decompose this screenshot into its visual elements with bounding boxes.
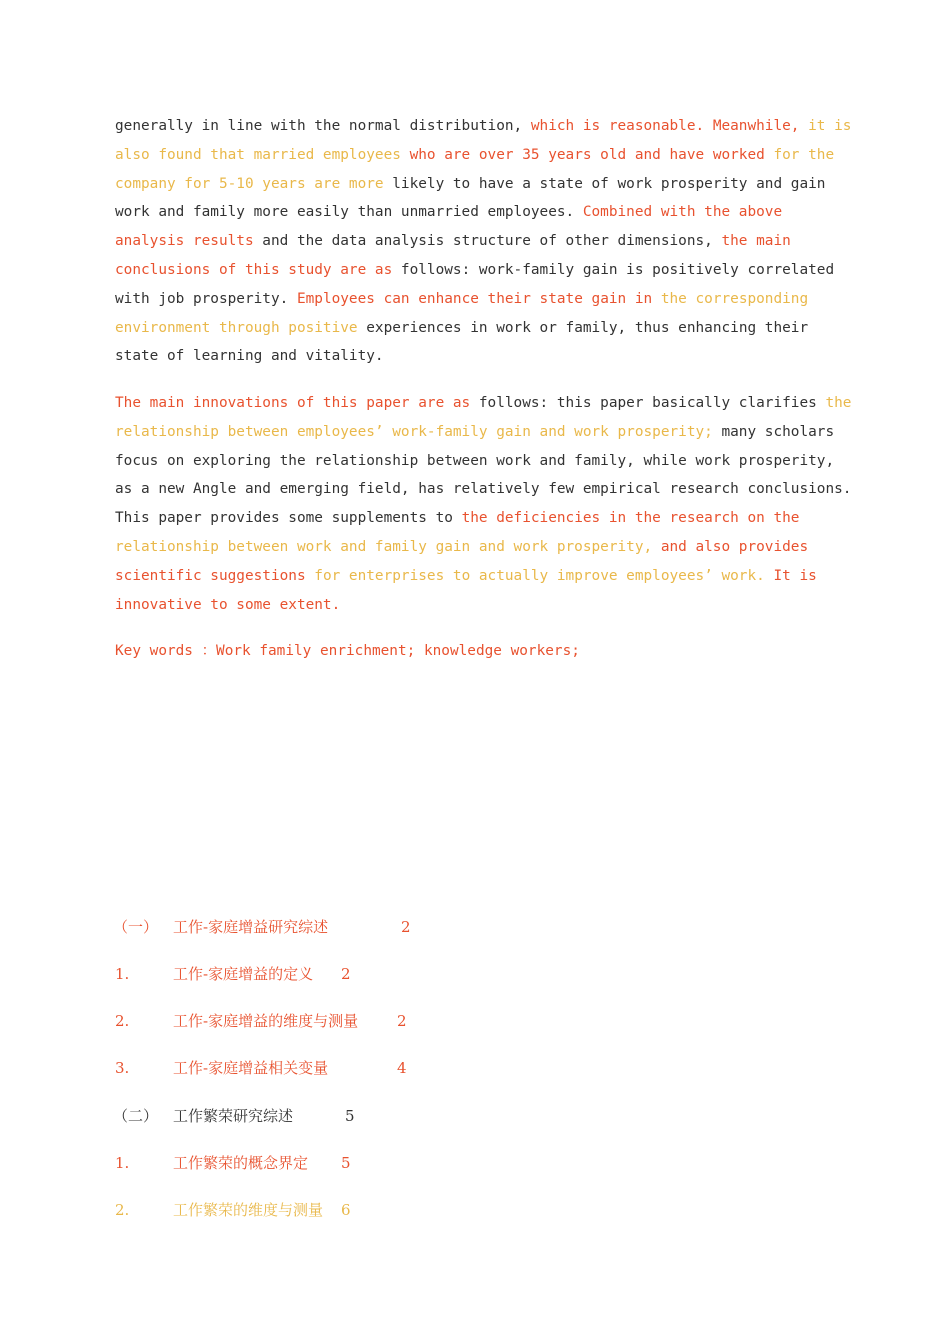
text-line bbox=[115, 591, 845, 620]
toc-entry[interactable] bbox=[115, 1058, 435, 1078]
text-run: for the bbox=[773, 146, 835, 163]
text-run: follows: work-family gain is positively correlated bbox=[400, 261, 835, 278]
text-line bbox=[115, 533, 845, 562]
text-line bbox=[115, 256, 845, 285]
toc-entry-page: 6 bbox=[341, 1201, 351, 1219]
paragraph-conclusions bbox=[115, 112, 852, 371]
text-line bbox=[115, 342, 845, 371]
text-run: follows: this paper basically clarifies bbox=[478, 395, 826, 411]
toc-entry-number: 1. bbox=[115, 965, 130, 983]
text-run: Combined with the above bbox=[582, 204, 783, 221]
text-run: relationship between work and family gain and work prosperity, bbox=[115, 538, 661, 555]
toc-entry-title: 工作繁荣的维度与测量 bbox=[173, 1201, 324, 1219]
text-run: experiences in work or family, thus enhancing their bbox=[366, 319, 809, 336]
toc-entry-page: 4 bbox=[397, 1059, 407, 1077]
text-run: who are over 35 years old and have worked bbox=[409, 146, 774, 163]
text-line bbox=[115, 314, 845, 343]
text-line bbox=[115, 227, 845, 256]
text-line bbox=[115, 112, 852, 141]
text-run: many scholars bbox=[721, 423, 835, 440]
text-run: and the data analysis structure of other dimensions, bbox=[262, 233, 722, 250]
text-line bbox=[115, 141, 845, 170]
text-line bbox=[115, 637, 845, 666]
text-run: also found that married employees bbox=[115, 146, 410, 163]
text-run: the main bbox=[721, 233, 791, 250]
text-run: for enterprises to actually improve employees’ work. bbox=[314, 567, 774, 584]
text-run: generally in line with the normal distribution, bbox=[115, 118, 531, 134]
text-run: Key words ：Work family enrichment; knowledge workers; bbox=[115, 643, 580, 659]
toc-entry-number: 1. bbox=[115, 1154, 130, 1172]
text-run: as a new Angle and emerging field, has relatively few empirical research conclusions. bbox=[115, 481, 852, 498]
toc-entry-number: 2. bbox=[115, 1201, 130, 1219]
toc-entry-number: （一） bbox=[113, 918, 159, 936]
text-line bbox=[115, 170, 845, 199]
paragraph-innovations bbox=[115, 389, 852, 619]
toc-entry-title: 工作-家庭增益的维度与测量 bbox=[173, 1012, 359, 1030]
text-run: conclusions of this study are as bbox=[115, 261, 401, 278]
text-line bbox=[115, 285, 845, 314]
toc-entry[interactable] bbox=[115, 1153, 435, 1173]
toc-entry-title: 工作-家庭增益研究综述 bbox=[173, 918, 329, 936]
toc-entry-page: 2 bbox=[341, 965, 351, 983]
text-run: with job prosperity. bbox=[115, 290, 297, 307]
text-line bbox=[115, 447, 845, 476]
toc-entry[interactable] bbox=[115, 1106, 435, 1126]
text-run: focus on exploring the relationship between work and family, while work prosperity, bbox=[115, 452, 835, 469]
toc-entry-page: 2 bbox=[397, 1012, 407, 1030]
text-line bbox=[115, 504, 845, 533]
text-line bbox=[115, 562, 845, 591]
text-run: It is bbox=[773, 567, 817, 584]
text-run: the corresponding bbox=[660, 290, 809, 307]
text-line bbox=[115, 475, 852, 504]
text-run: The main innovations of this paper are as bbox=[115, 395, 479, 411]
text-run: Employees can enhance their state gain in bbox=[296, 290, 661, 307]
text-line bbox=[115, 418, 845, 447]
toc-entry-title: 工作-家庭增益相关变量 bbox=[173, 1059, 329, 1077]
text-run: the deficiencies in the research on the bbox=[461, 510, 800, 527]
toc-entry-title: 工作-家庭增益的定义 bbox=[173, 965, 314, 983]
text-run: scientific suggestions bbox=[115, 567, 315, 584]
text-run: and also provides bbox=[660, 538, 809, 555]
text-run: it is bbox=[808, 118, 852, 134]
toc-entry-title: 工作繁荣的概念界定 bbox=[173, 1154, 309, 1172]
text-run: the bbox=[825, 395, 852, 411]
toc-entry-page: 2 bbox=[401, 918, 411, 936]
text-run: likely to have a state of work prosperity and gain bbox=[392, 175, 826, 192]
toc-entry-number: 2. bbox=[115, 1012, 130, 1030]
keywords-line bbox=[115, 637, 845, 666]
text-run: analysis results bbox=[115, 233, 263, 250]
toc-entry-title: 工作繁荣研究综述 bbox=[173, 1107, 294, 1125]
toc-entry-number: 3. bbox=[115, 1059, 130, 1077]
text-run: innovative to some extent. bbox=[115, 596, 341, 613]
text-line bbox=[115, 389, 852, 418]
toc-entry[interactable] bbox=[115, 964, 435, 984]
text-run: work and family more easily than unmarried employees. bbox=[115, 204, 583, 221]
toc-entry-page: 5 bbox=[341, 1154, 351, 1172]
text-run: which is reasonable. Meanwhile, bbox=[530, 118, 809, 134]
text-line bbox=[115, 198, 845, 227]
text-run: This paper provides some supplements to bbox=[115, 510, 462, 527]
text-run: environment through positive bbox=[115, 319, 367, 336]
toc-entry[interactable] bbox=[115, 917, 435, 937]
text-run: company for 5-10 years are more bbox=[115, 175, 393, 192]
toc-entry-page: 5 bbox=[345, 1107, 355, 1125]
toc-entry[interactable] bbox=[115, 1011, 435, 1031]
toc-entry[interactable] bbox=[115, 1200, 435, 1220]
text-run: relationship between employees’ work-family gain and work prosperity; bbox=[115, 423, 722, 440]
toc-entry-number: （二） bbox=[113, 1107, 159, 1125]
text-run: state of learning and vitality. bbox=[115, 348, 384, 365]
